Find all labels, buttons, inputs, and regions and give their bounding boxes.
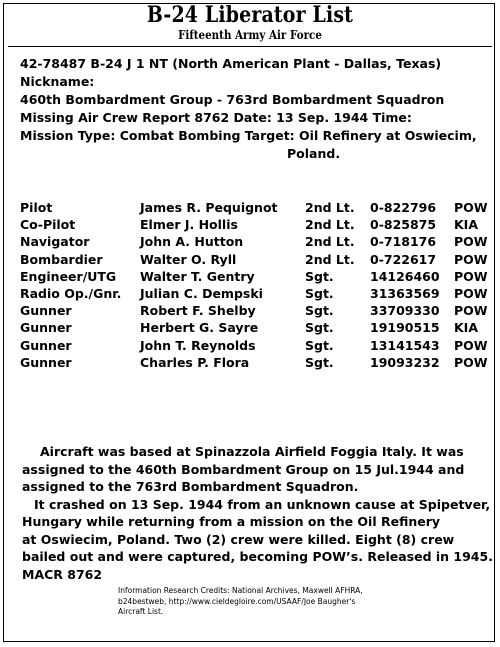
crew-status: POW xyxy=(454,200,488,215)
crew-name: Herbert G. Sayre xyxy=(140,320,259,336)
crew-rank: 2nd Lt. xyxy=(305,234,355,250)
crew-row xyxy=(20,200,490,217)
research-credits xyxy=(118,586,448,618)
crew-rank: Sgt. xyxy=(305,268,334,284)
crew-role: Gunner xyxy=(20,303,72,319)
narrative-line: assigned to the 460th Bombardment Group on 15 Jul.1944 and xyxy=(22,461,465,477)
macr-date-line: Missing Air Crew Report 8762 Date: 13 Sep. 1944 Time: xyxy=(20,110,412,125)
crew-role: Engineer/UTG xyxy=(20,268,117,284)
crew-row xyxy=(20,286,490,303)
aircraft-info xyxy=(20,55,490,163)
crew-rank: Sgt. xyxy=(305,285,334,301)
crew-status: POW xyxy=(454,251,488,267)
crew-name: Elmer J. Hollis xyxy=(140,217,238,233)
crew-serial: 0-822796 xyxy=(370,200,437,215)
crew-status: POW xyxy=(454,354,488,370)
crew-serial: 0-825875 xyxy=(370,217,437,233)
crew-serial: 14126460 xyxy=(370,268,440,284)
crew-row xyxy=(20,217,490,234)
crew-row xyxy=(20,303,490,320)
crew-name: Robert F. Shelby xyxy=(140,303,256,319)
aircraft-serial-line: 42-78487 B-24 J 1 NT (North American Plant - Dallas, Texas) xyxy=(20,56,442,71)
crew-status: POW xyxy=(454,268,488,284)
crew-serial: 31363569 xyxy=(370,285,440,301)
narrative-line: assigned to the 763rd Bombardment Squadron. xyxy=(22,479,359,494)
crew-name: James R. Pequignot xyxy=(140,200,278,215)
crew-rank: 2nd Lt. xyxy=(305,251,355,267)
crew-role: Navigator xyxy=(20,234,90,250)
crew-role: Gunner xyxy=(20,337,72,353)
crew-role: Gunner xyxy=(20,354,72,370)
mission-target-line: Mission Type: Combat Bombing Target: Oil Refinery at Oswiecim, xyxy=(20,128,477,143)
narrative-line: at Oswiecim, Poland. Two (2) crew were killed. Eight (8) crew xyxy=(22,531,455,547)
crew-role: Co-Pilot xyxy=(20,217,76,233)
crew-status: POW xyxy=(454,337,488,353)
crew-role: Gunner xyxy=(20,320,72,336)
nickname-line: Nickname: xyxy=(20,74,95,89)
crew-role: Bombardier xyxy=(20,251,103,267)
crew-rank: Sgt. xyxy=(305,354,334,370)
crew-rank: Sgt. xyxy=(305,303,334,319)
narrative-line: It crashed on 13 Sep. 1944 from an unknown cause at Spipetver, xyxy=(34,496,491,512)
narrative-line: Aircraft was based at Spinazzola Airfield Foggia Italy. It was xyxy=(40,444,464,459)
crew-rank: Sgt. xyxy=(305,320,334,336)
crew-row xyxy=(20,252,490,269)
crew-serial: 0-722617 xyxy=(370,251,437,267)
crew-row xyxy=(20,269,490,286)
crew-serial: 0-718176 xyxy=(370,234,437,250)
crew-role: Pilot xyxy=(20,200,53,215)
crew-serial: 13141543 xyxy=(370,337,440,353)
page-subtitle: Fifteenth Army Air Force xyxy=(178,28,322,42)
narrative-line: MACR 8762 xyxy=(22,566,103,582)
credits-line: Information Research Credits: National Archives, Maxwell AFHRA, xyxy=(118,586,363,595)
crew-name: Julian C. Dempski xyxy=(140,285,263,301)
credits-line: b24bestweb, http://www.cieldegloire.com/USAAF/Joe Baugher's xyxy=(118,596,356,606)
crew-name: Walter O. Ryll xyxy=(140,251,237,267)
crew-role: Radio Op./Gnr. xyxy=(20,285,122,301)
crew-row xyxy=(20,338,490,355)
crew-rank: Sgt. xyxy=(305,337,334,353)
title-divider xyxy=(8,46,492,47)
crew-row xyxy=(20,320,490,337)
mission-target-continued: Poland. xyxy=(287,146,341,161)
crew-rank: 2nd Lt. xyxy=(305,217,355,233)
crew-status: POW xyxy=(454,234,488,250)
crew-rank: 2nd Lt. xyxy=(305,200,355,215)
crew-status: POW xyxy=(454,285,488,301)
narrative-line: bailed out and were captured, becoming POW’s. Released in 1945. xyxy=(22,549,493,564)
crew-status: KIA xyxy=(454,217,479,233)
narrative-line: Hungary while returning from a mission on the Oil Refinery xyxy=(22,514,441,529)
crew-row xyxy=(20,355,490,372)
crew-status: KIA xyxy=(454,320,479,336)
narrative-text xyxy=(22,443,492,583)
crew-serial: 19093232 xyxy=(370,354,440,370)
group-squadron-line: 460th Bombardment Group - 763rd Bombardment Squadron xyxy=(20,92,445,107)
crew-status: POW xyxy=(454,303,488,319)
page-title: B-24 Liberator List xyxy=(146,2,354,28)
crew-name: John T. Reynolds xyxy=(140,337,256,353)
crew-serial: 19190515 xyxy=(370,320,440,336)
crew-table xyxy=(20,200,490,372)
crew-name: Walter T. Gentry xyxy=(140,268,255,284)
crew-name: John A. Hutton xyxy=(140,234,244,250)
credits-line: Aircraft List. xyxy=(118,607,164,616)
crew-name: Charles P. Flora xyxy=(140,354,250,370)
crew-serial: 33709330 xyxy=(370,303,440,319)
crew-row xyxy=(20,234,490,251)
